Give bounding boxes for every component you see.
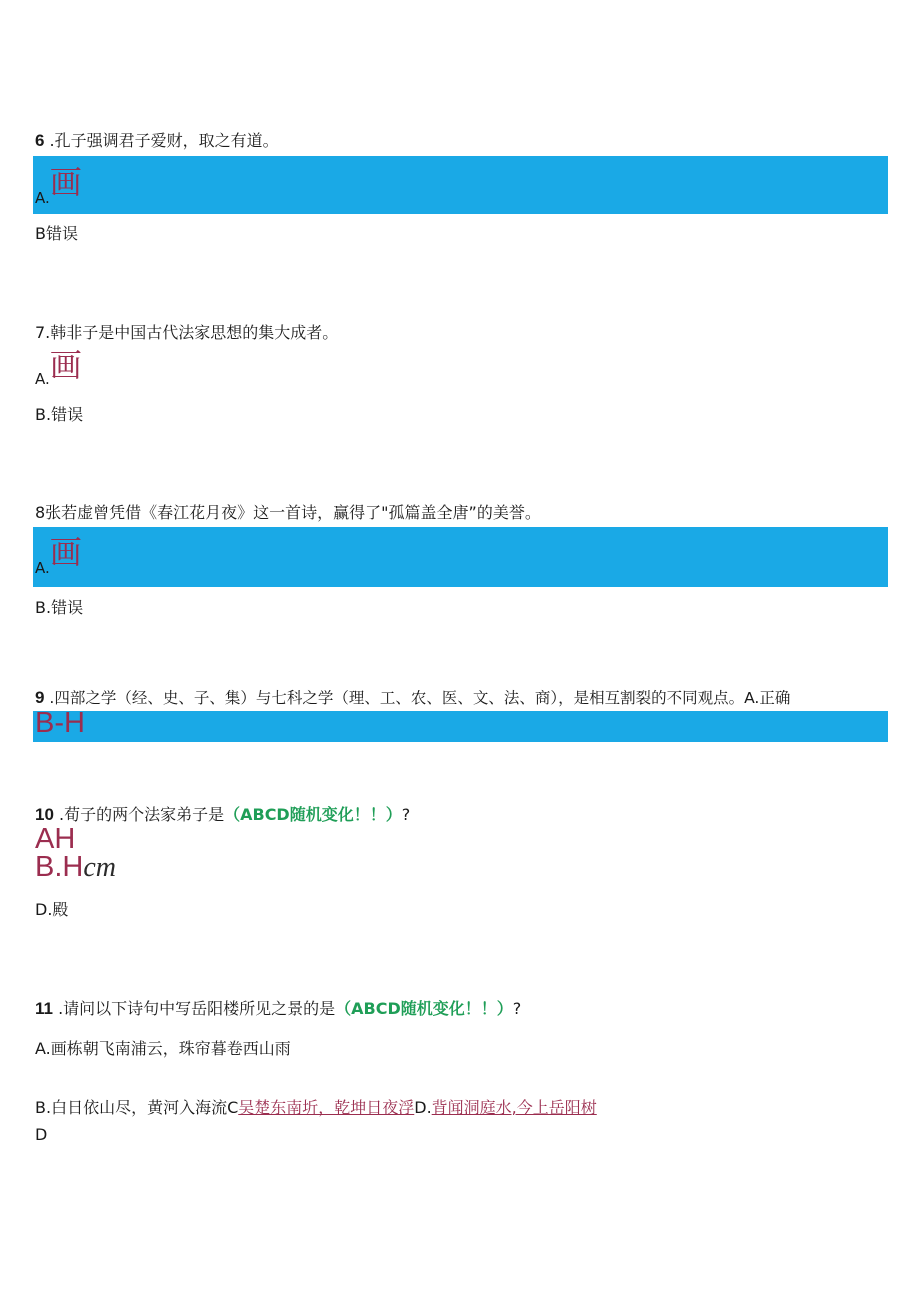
question-text: .荀子的两个法家弟子是 bbox=[53, 805, 225, 824]
option-glyph: 画 bbox=[49, 533, 82, 571]
option-glyph: 画 bbox=[49, 163, 82, 201]
question-text: .孔子强调君子爱财，取之有道。 bbox=[44, 131, 279, 150]
question-mark: ? bbox=[512, 999, 522, 1018]
answer-text: D bbox=[35, 1125, 48, 1144]
random-order-note: （ABCD随机变化！！） bbox=[335, 999, 513, 1018]
option-line-2[interactable] bbox=[35, 851, 116, 887]
answer-highlight-bar bbox=[33, 527, 888, 587]
answer-highlight-bar bbox=[33, 156, 888, 214]
option-d-label: D. bbox=[414, 1098, 432, 1117]
question-mark: ? bbox=[401, 805, 411, 824]
option-a[interactable]: A.画栋朝飞南浦云，珠帘暮卷西山雨 bbox=[35, 1039, 291, 1058]
option-d[interactable]: 背闻洞庭水,今上岳阳树 bbox=[431, 1098, 597, 1117]
option-b[interactable]: B.错误 bbox=[35, 405, 84, 424]
question-8: 8张若虚曾凭借《春江花月夜》这一首诗，赢得了"孤篇盖全唐”的美誉。 bbox=[35, 503, 541, 522]
option-label: A. bbox=[35, 370, 50, 388]
question-text: .请问以下诗句中写岳阳楼所见之景的是 bbox=[52, 999, 336, 1018]
option-b[interactable]: B错误 bbox=[35, 224, 78, 243]
option-b[interactable]: B-H bbox=[35, 707, 85, 739]
options-b-c-d-line bbox=[35, 1095, 597, 1118]
question-number: 10 bbox=[35, 805, 54, 824]
option-a[interactable] bbox=[35, 347, 82, 387]
question-10 bbox=[35, 802, 410, 825]
option-a[interactable] bbox=[35, 164, 82, 208]
question-number: 6 bbox=[35, 131, 45, 150]
random-order-note: （ABCD随机变化！！） bbox=[224, 805, 402, 824]
option-d[interactable]: D.殿 bbox=[35, 900, 69, 919]
question-9 bbox=[35, 686, 790, 708]
question-number: 9 bbox=[35, 688, 45, 707]
option-label: A. bbox=[35, 189, 50, 207]
option-label: B.H bbox=[35, 851, 84, 883]
answer-highlight-bar bbox=[33, 711, 888, 742]
option-c[interactable]: 吴楚东南圻，乾坤日夜浮 bbox=[238, 1098, 415, 1117]
question-text: .四部之学（经、史、子、集）与七科之学（理、工、农、医、文、法、商），是相互割裂的不同观点。A.正确 bbox=[44, 689, 791, 707]
option-label: A. bbox=[35, 559, 50, 577]
option-b[interactable]: B.白日依山尽，黄河入海流C bbox=[35, 1098, 239, 1117]
option-glyph: 画 bbox=[49, 346, 82, 384]
option-text: cm bbox=[83, 852, 116, 883]
question-11 bbox=[35, 996, 521, 1019]
option-a[interactable] bbox=[35, 534, 82, 578]
option-line-1[interactable]: AH bbox=[35, 823, 76, 855]
question-7: 7.韩非子是中国古代法家思想的集大成者。 bbox=[35, 323, 339, 342]
option-b[interactable]: B.错误 bbox=[35, 598, 84, 617]
question-6 bbox=[35, 128, 279, 151]
question-number: 11 bbox=[35, 999, 53, 1018]
